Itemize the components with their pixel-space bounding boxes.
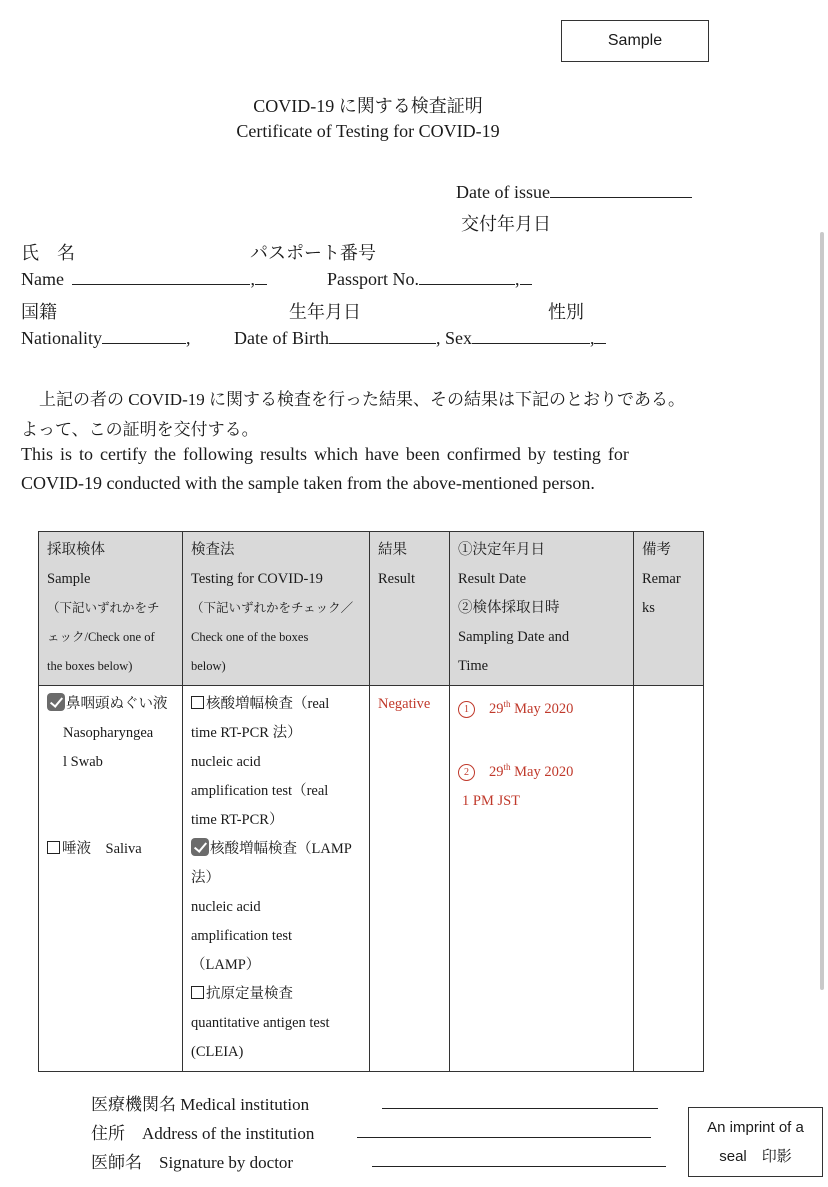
header-test-en: Testing for COVID-19 [191,571,323,587]
dob-label-jp: 生年月日 [289,302,361,322]
pcr-label-en-1: nucleic acid [191,754,261,770]
issue-date-en [456,181,692,203]
header-sample-jp: 採取検体 [47,542,105,558]
header-date-2-en-1: Sampling Date and [458,629,570,645]
nationality-comma: , [185,328,191,348]
remarks-cell[interactable] [634,686,704,1072]
sampling-date [458,753,627,787]
address-field[interactable] [357,1137,651,1138]
test-cell [183,686,370,1072]
result-date-suffix: th [503,699,511,709]
swab-label-en-2: l Swab [63,754,103,770]
scrollbar[interactable] [820,232,824,990]
header-sample-note-1: （下記いずれかをチ [47,601,160,615]
sex-comma: , [589,328,595,348]
results-table [38,531,704,1072]
checkbox-icon[interactable] [191,986,204,999]
header-remarks-en-1: Remar [642,571,681,587]
swab-option[interactable] [47,690,176,719]
header-remarks-en-2: ks [642,600,655,616]
header-result-jp: 結果 [378,542,407,558]
header-result-en: Result [378,571,416,587]
checkbox-icon[interactable] [191,696,204,709]
issue-date-jp: 交付年月日 [461,214,551,234]
institution-label: 医療機関名 Medical institution [91,1095,310,1114]
header-remarks [634,532,704,686]
pcr-label-en-3: time RT-PCR） [191,812,284,828]
lamp-label-en-2: amplification test [191,928,293,944]
result-date-marker: 1 [458,701,475,718]
pcr-label-en-2: amplification test（real [191,783,329,799]
antigen-option[interactable] [191,980,363,1009]
sampling-time: 1 PM JST [462,792,521,809]
name-label-jp: 氏 名 [21,243,75,263]
header-test-note-3: below) [191,659,226,673]
sampling-date-marker: 2 [458,764,475,781]
header-test [183,532,370,686]
pcr-option[interactable] [191,690,363,719]
result-date-day: 29 [489,700,504,717]
dob-row [234,327,606,349]
sample-badge-label: Sample [607,32,663,49]
header-test-note-2: Check one of the boxes [191,630,309,644]
address-label: 住所 Address of the institution [91,1124,315,1143]
sample-cell [39,686,183,1072]
swab-label-en-1: Nasopharyngea [63,725,154,741]
antigen-label-en-2: (CLEIA) [191,1044,244,1060]
statement-en-2: COVID-19 conducted with the sample taken from the above-mentioned person. [21,473,595,493]
statement-en-1: This is to certify the following results which have been confirmed by testing for [21,444,629,464]
result-value: Negative [378,696,431,712]
sampling-date-rest: May 2020 [510,763,574,780]
sampling-date-suffix: th [503,761,511,772]
doctor-signature-field[interactable] [372,1166,666,1167]
checked-checkbox-icon[interactable] [191,838,209,856]
antigen-label-en-1: quantitative antigen test [191,1015,330,1031]
header-result [370,532,450,686]
nationality-field[interactable] [102,327,186,344]
nationality-row [21,327,190,349]
header-test-jp: 検査法 [191,542,235,558]
passport-label-en: Passport No. [327,269,420,289]
pcr-label-jp-1: 核酸増幅検査（real [206,696,330,712]
dob-label-en: Date of Birth [234,328,329,348]
lamp-label-jp-2: 法） [191,870,220,886]
lamp-label-en-1: nucleic acid [191,899,261,915]
checked-checkbox-icon[interactable] [47,693,65,711]
lamp-label-jp-1: 核酸増幅検査（LAMP [210,841,352,857]
seal-box [688,1107,823,1177]
header-date-1-en: Result Date [458,571,527,587]
doctor-signature-label: 医師名 Signature by doctor [91,1153,294,1172]
issue-date-label: Date of issue [456,182,550,202]
saliva-option[interactable] [47,835,176,864]
statement-jp-1: 上記の者の COVID-19 に関する検査を行った結果、その結果は下記のとおりである。 [39,390,685,409]
seal-label-2: seal 印影 [719,1148,792,1165]
saliva-label: 唾液 Saliva [62,841,142,857]
passport-row [327,268,532,290]
table-row [39,686,704,1072]
result-cell [370,686,450,1072]
lamp-option[interactable] [191,835,363,864]
header-sample-en: Sample [47,571,91,587]
header-sample [39,532,183,686]
header-date-1-jp: ①決定年月日 [458,542,545,558]
passport-label-jp: パスポート番号 [250,243,376,263]
header-date-2-jp: ②検体採取日時 [458,600,560,616]
nationality-label-jp: 国籍 [21,302,57,322]
result-date-rest: May 2020 [510,700,574,717]
swab-label-jp: 鼻咽頭ぬぐい液 [66,696,168,712]
sample-badge [561,20,709,62]
title-en: Certificate of Testing for COVID-19 [236,121,500,141]
passport-comma: , [515,269,520,289]
checkbox-icon[interactable] [47,841,60,854]
name-field[interactable] [72,268,250,285]
result-date [458,690,627,724]
name-label-en: Name [21,269,64,289]
header-remarks-jp: 備考 [642,542,671,558]
header-date [450,532,634,686]
statement-jp-2: よって、この証明を交付する。 [21,420,259,439]
institution-field[interactable] [382,1108,658,1109]
header-sample-note-2: ェック/Check one of [47,630,155,644]
sex-field[interactable] [472,327,590,344]
header-sample-note-3: the boxes below) [47,659,133,673]
title-jp: COVID-19 に関する検査証明 [253,96,483,116]
issue-date-field[interactable] [550,181,692,198]
sex-label-en: Sex [444,328,472,348]
table-header-row [39,532,704,686]
seal-label-1: An imprint of a [707,1119,804,1136]
pcr-label-jp-2: time RT-PCR 法） [191,725,302,741]
sex-label-jp: 性別 [548,302,584,322]
name-row [21,268,267,290]
dob-comma: , [435,328,441,348]
name-comma: , [250,269,255,289]
lamp-label-en-3: （LAMP） [191,957,261,973]
sampling-date-day: 29 [489,763,504,780]
nationality-label-en: Nationality [21,328,102,348]
antigen-label-jp: 抗原定量検査 [206,986,293,1002]
header-date-2-en-2: Time [458,658,489,674]
header-test-note-1: （下記いずれかをチェック／ [191,601,354,615]
passport-field[interactable] [419,268,515,285]
dob-field[interactable] [329,327,436,344]
date-cell [450,686,634,1072]
